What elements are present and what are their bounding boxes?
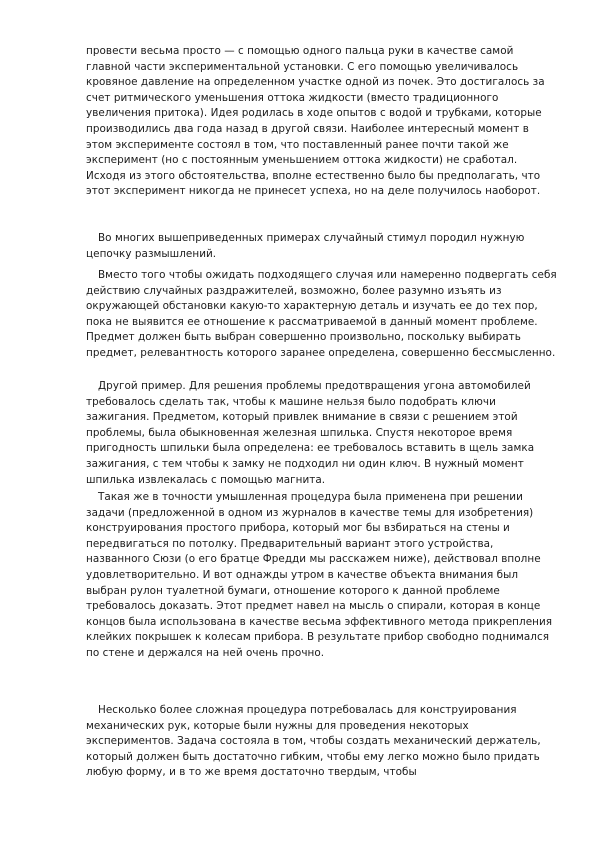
paragraph-3: Вместо того чтобы ожидать подходящего случая или намеренно подвергать себя действию случайных раздражителей, возможно, более разумно изъять из окружающей обстановки какую-то характерную деталь и изучать ее до тех пор, пока не выявится ее отношение к рассматриваемой в данный момент проблеме. Предмет должен быть выбран совершенно произвольно, поскольку выбирать предмет, релевантность которого заранее определена, совершенно бессмысленно. — [86, 269, 557, 359]
text-block-5 — [86, 490, 558, 662]
paragraph-5: Такая же в точности умышленная процедура была применена при решении задачи (предложенной в одном из журналов в качестве темы для изобретения) конструирования простого прибора, который мог бы взбираться на стены и передвигаться по потолку. Предварительный вариант этого устройства, названного Сюзи (о его братце Фредди мы расскажем ниже), действовал вполне удовлетворительно. И вот однажды утром в качестве объекта внимания был выбран рулон туалетной бумаги, отношение которого к данной проблеме требовалось доказать. Этот предмет навел на мысль о спирали, которая в конце концов была использована в качестве весьма эффективного метода прикрепления клейких покрышек к колесам прибора. В результате прибор свободно поднимался по стене и держался на ней очень прочно. — [86, 491, 553, 659]
text-block-6 — [86, 703, 558, 781]
paragraph-2: Во многих вышеприведенных примерах случайный стимул породил нужную цепочку размышлений. — [86, 232, 525, 260]
paragraph-6: Несколько более сложная процедура потребовалась для конструирования механических рук, которые были нужны для проведения некоторых экспериментов. Задача состояла в том, чтобы создать механический держатель, который должен быть достаточно гибким, чтобы ему легко можно было придать любую форму, и в то же время достаточно твердым, чтобы — [86, 704, 541, 779]
text-block-1 — [86, 44, 558, 200]
paragraph-1: провести весьма просто — с помощью одного пальца руки в качестве самой главной части экспериментальной установки. С его помощью увеличивалось кровяное давление на определенном участке одной из почек. Это достигалось за счет ритмического уменьшения оттока жидкости (вместо традиционного увеличения притока). Идея родилась в ходе опытов с водой и трубками, которые производились два года назад в другой связи. Наиболее интересный момент в этом эксперименте состоял в том, что поставленный ранее почти такой же эксперимент (но с постоянным уменьшением оттока жидкости) не сработал. Исходя из этого обстоятельства, вполне естественно было бы предполагать, что этот эксперимент никогда не принесет успеха, но на деле получилось наоборот. — [86, 45, 545, 198]
text-block-3 — [86, 268, 558, 362]
text-block-2 — [86, 231, 558, 262]
paragraph-4: Другой пример. Для решения проблемы предотвращения угона автомобилей требовалось сделать так, чтобы к машине нельзя было подобрать ключи зажигания. Предметом, который привлек внимание в связи с решением этой проблемы, была обыкновенная железная шпилька. Спустя некоторое время пригодность шпильки была определена: ее требовалось вставить в щель замка зажигания, с тем чтобы к замку не подходил ни один ключ. В нужный момент шпилька извлекалась с помощью магнита. — [86, 380, 535, 486]
text-block-4 — [86, 379, 558, 488]
